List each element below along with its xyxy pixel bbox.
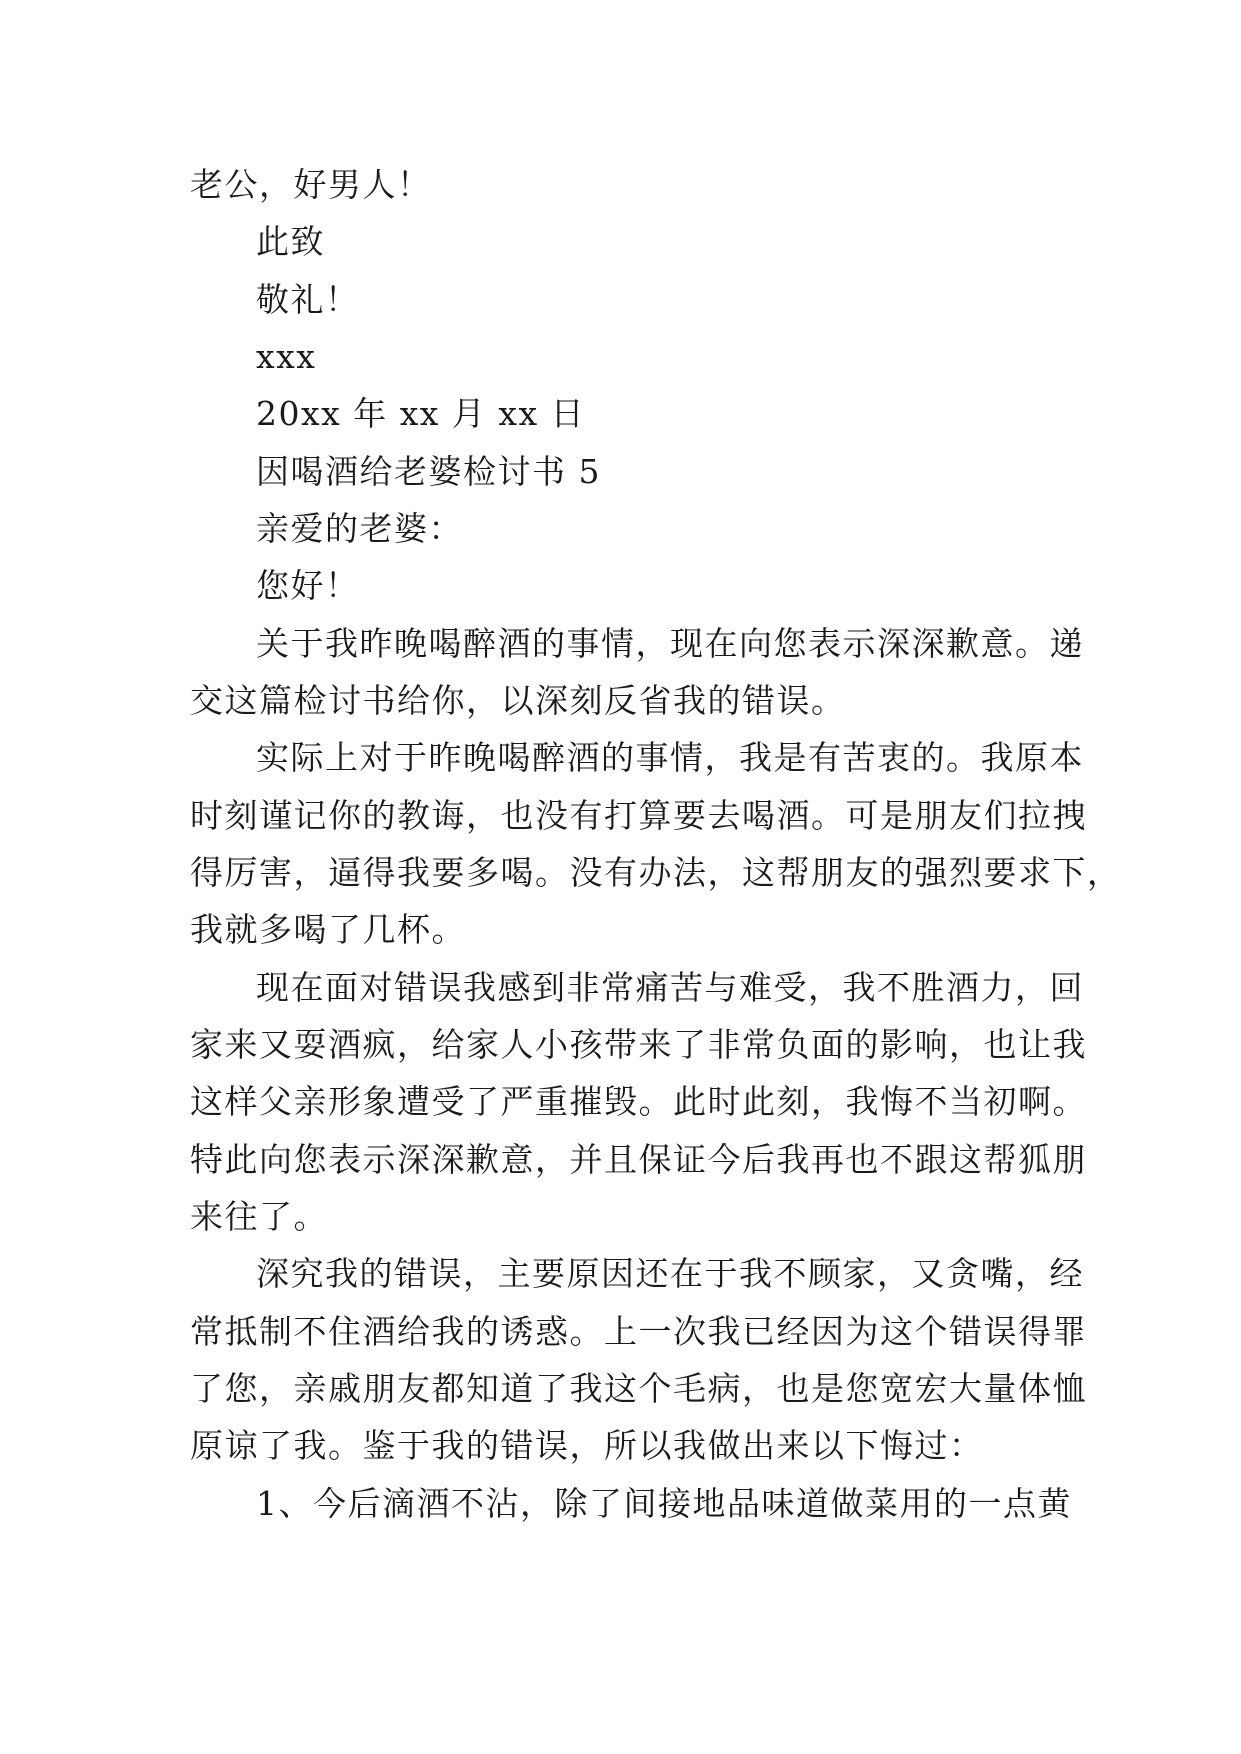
text-line: 您好！ (256, 566, 360, 605)
text-line: 1、今后滴酒不沾，除了间接地品味道做菜用的一点黄 (256, 1484, 1072, 1523)
text-line: 此致 (256, 222, 325, 261)
text-line: 家来又耍酒疯，给家人小孩带来了非常负面的影响，也让我 (190, 1025, 1087, 1064)
text-line: 关于我昨晚喝醉酒的事情，现在向您表示深深歉意。递 (256, 624, 1084, 663)
text-line: 我就多喝了几杯。 (190, 910, 466, 949)
text-line: 深究我的错误，主要原因还在于我不顾家，又贪嘴，经 (256, 1254, 1084, 1293)
text-line: 原谅了我。鉴于我的错误，所以我做出来以下悔过： (190, 1426, 984, 1465)
text-line: 时刻谨记你的教诲，也没有打算要去喝酒。可是朋友们拉拽 (190, 796, 1087, 835)
text-line: 这样父亲形象遭受了严重摧毁。此时此刻，我悔不当初啊。 (190, 1082, 1087, 1121)
text-line: 亲爱的老婆： (256, 509, 463, 548)
text-line: 来往了。 (190, 1197, 328, 1236)
text-line: 敬礼！ (256, 280, 360, 319)
text-line: 交这篇检讨书给你，以深刻反省我的错误。 (190, 681, 846, 720)
text-line: 老公，好男人！ (190, 165, 432, 204)
text-line: xxx (256, 337, 317, 376)
text-line: 特此向您表示深深歉意，并且保证今后我再也不跟这帮狐朋 (190, 1140, 1087, 1179)
text-line: 常抵制不住酒给我的诱惑。上一次我已经因为这个错误得罪 (190, 1312, 1087, 1351)
text-line: 实际上对于昨晚喝醉酒的事情，我是有苦衷的。我原本 (256, 738, 1084, 777)
text-line: 得厉害，逼得我要多喝。没有办法，这帮朋友的强烈要求下， (190, 853, 1122, 892)
text-line: 了您，亲戚朋友都知道了我这个毛病，也是您宽宏大量体恤 (190, 1369, 1087, 1408)
text-line: 现在面对错误我感到非常痛苦与难受，我不胜酒力，回 (256, 968, 1084, 1007)
text-line: 20xx 年 xx 月 xx 日 (256, 394, 586, 433)
text-line: 因喝酒给老婆检讨书 5 (256, 452, 601, 491)
